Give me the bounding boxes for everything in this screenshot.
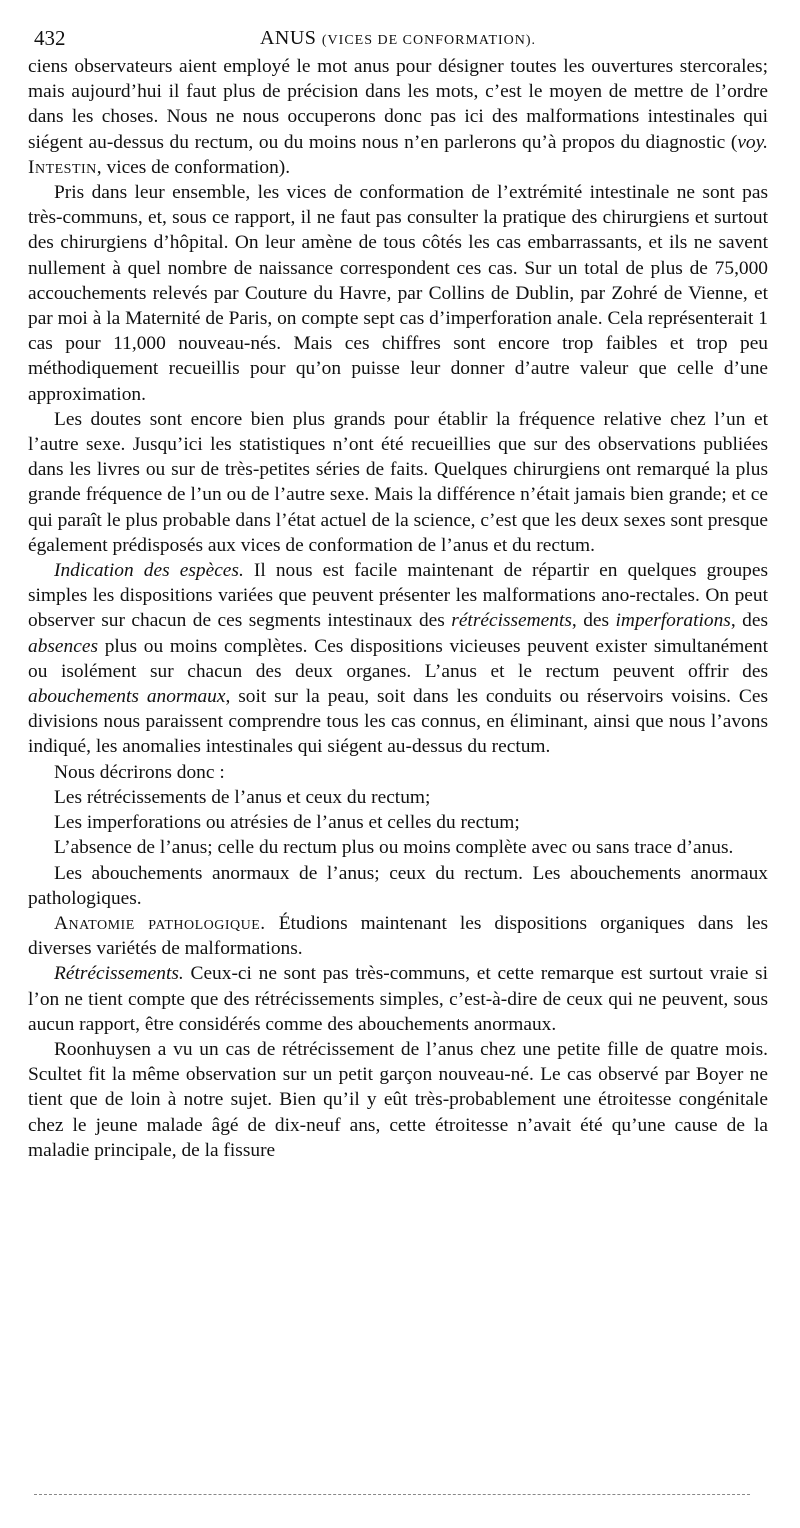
- p4-text-e: , soit sur la peau, soit dans les conduits ou réservoirs voisins. Ces divisions nous paraissent comprendre tous les cas connus, en éliminant, ainsi que nous l’avons indiqué, les anomalies intestinales qui siégent au-dessus du rectum.: [28, 686, 768, 758]
- term-abouchements: abouchements anormaux: [28, 686, 226, 708]
- anatomie-text: Étudions maintenant les dispositions organiques dans les diverses variétés de malformations.: [28, 912, 768, 960]
- p4-text-c: , des: [730, 610, 768, 632]
- term-absences: absences: [28, 635, 98, 657]
- running-title-main: ANUS: [259, 27, 317, 49]
- paragraph-indication: [28, 558, 768, 760]
- running-title: [28, 22, 768, 57]
- anatomie-heading: Anatomie pathologique.: [54, 912, 266, 934]
- paragraph-sex-distribution: Les doutes sont encore bien plus grands pour établir la fréquence relative chez l’un et l’autre sexe. Jusqu’ici les statistiques n’ont été recueillies que sur des observations publiées dans les livres ou sur de très-petites séries de faits. Quelques chirurgiens ont remarqué la plus grande fréquence de l’un ou de l’autre sexe. Mais la différence n’était jamais bien grande; et ce qui paraît le plus probable dans l’état actuel de la science, c’est que les deux sexes sont presque également prédisposés aux vices de conformation de l’anus et du rectum.: [28, 408, 768, 556]
- page-number: 432: [34, 26, 66, 50]
- voy-reference: voy.: [737, 131, 768, 153]
- running-head: [28, 22, 768, 54]
- term-retrecissements: rétrécissements: [451, 610, 572, 632]
- retrecissements-text: Ceux-ci ne sont pas très-communs, et cette remarque est surtout vraie si l’on ne tient compte que des rétrécissements simples, c’est-à-dire de ceux qui ne peuvent, sous aucun rapport, être considérés comme des abouchements anormaux.: [28, 963, 768, 1035]
- p1-text-a: ciens observateurs aient employé le mot anus pour désigner toutes les ouvertures stercorales; mais aujourd’hui il faut plus de précision dans les mots, c’est le moyen de mettre de l’ordre dans les choses. Nous ne nous occuperons donc pas ici des malformations intestinales qui siégent au-dessus du rectum, ou du moins nous n’en parlerons qu’à propos du diagnostic (: [28, 56, 768, 153]
- footer-rule: [34, 1494, 750, 1495]
- paragraph-list-intro: Nous décrirons donc :: [54, 761, 225, 783]
- body-text: [28, 54, 768, 1163]
- paragraph-retrecissements: [28, 961, 768, 1037]
- book-page: [28, 22, 768, 1163]
- p4-text-a: Il nous est facile maintenant de répartir en quelques groupes simples les dispositions variées que peuvent présenter les malformations ano-rectales. On peut observer sur chacun de ces segments intestinaux des: [28, 560, 768, 632]
- p4-text-b: , des: [571, 610, 616, 632]
- list-item-retrecissements: Les rétrécissements de l’anus et ceux du rectum;: [54, 786, 431, 808]
- paragraph-anatomie: [28, 911, 768, 961]
- paragraph-continuation: [28, 54, 768, 180]
- paragraph-roonhuysen: Roonhuysen a vu un cas de rétrécissement de l’anus chez une petite fille de quatre mois. Scultet fit la même observation sur un petit garçon nouveau-né. Le cas observé par Boyer ne tient que de loin à notre sujet. Bien qu’il y eût très-probablement une étroitesse congénitale chez le jeune malade âgé de dix-neuf ans, cette étroitesse n’avait été qu’une cause de la maladie principale, de la fissure: [28, 1038, 768, 1161]
- list-item-absence: L’absence de l’anus; celle du rectum plus ou moins complète avec ou sans trace d’anus.: [54, 837, 734, 859]
- list-item-abouchements: Les abouchements anormaux de l’anus; ceux du rectum. Les abouchements anormaux pathologiques.: [28, 862, 768, 909]
- retrecissements-heading: Rétrécissements.: [54, 963, 184, 985]
- p4-text-d: plus ou moins complètes. Ces dispositions vicieuses peuvent exister simultanément ou isolément sur chacun des deux organes. L’anus et le rectum peuvent offrir des: [28, 635, 768, 682]
- term-imperforations: imperforations: [615, 610, 731, 632]
- intestin-reference: Intestin: [28, 156, 97, 178]
- running-title-sub: (VICES DE CONFORMATION).: [321, 33, 537, 48]
- p1-text-b: , vices de conformation).: [96, 156, 291, 178]
- paragraph-frequency: Pris dans leur ensemble, les vices de conformation de l’extrémité intestinale ne sont pas très-communs, et, sous ce rapport, il ne faut pas consulter la pratique des chirurgiens et surtout des chirurgiens d’hôpital. On leur amène de tous côtés les cas embarrassants, et ils ne savent nullement à quel nombre de naissance correspondent ces cas. Sur un total de plus de 75,000 accouchements relevés par Couture du Havre, par Collins de Dublin, par Zohré de Vienne, et par moi à la Maternité de Paris, on compte sept cas d’imperforation anale. Cela représenterait 1 cas pour 11,000 nouveau-nés. Mais ces chiffres sont encore trop faibles et trop peu méthodiquement recueillis pour qu’on puisse leur donner d’autre valeur que celle d’une approximation.: [28, 182, 768, 405]
- indication-heading: Indication des espèces.: [54, 560, 244, 582]
- list-item-imperforations: Les imperforations ou atrésies de l’anus et celles du rectum;: [54, 812, 520, 834]
